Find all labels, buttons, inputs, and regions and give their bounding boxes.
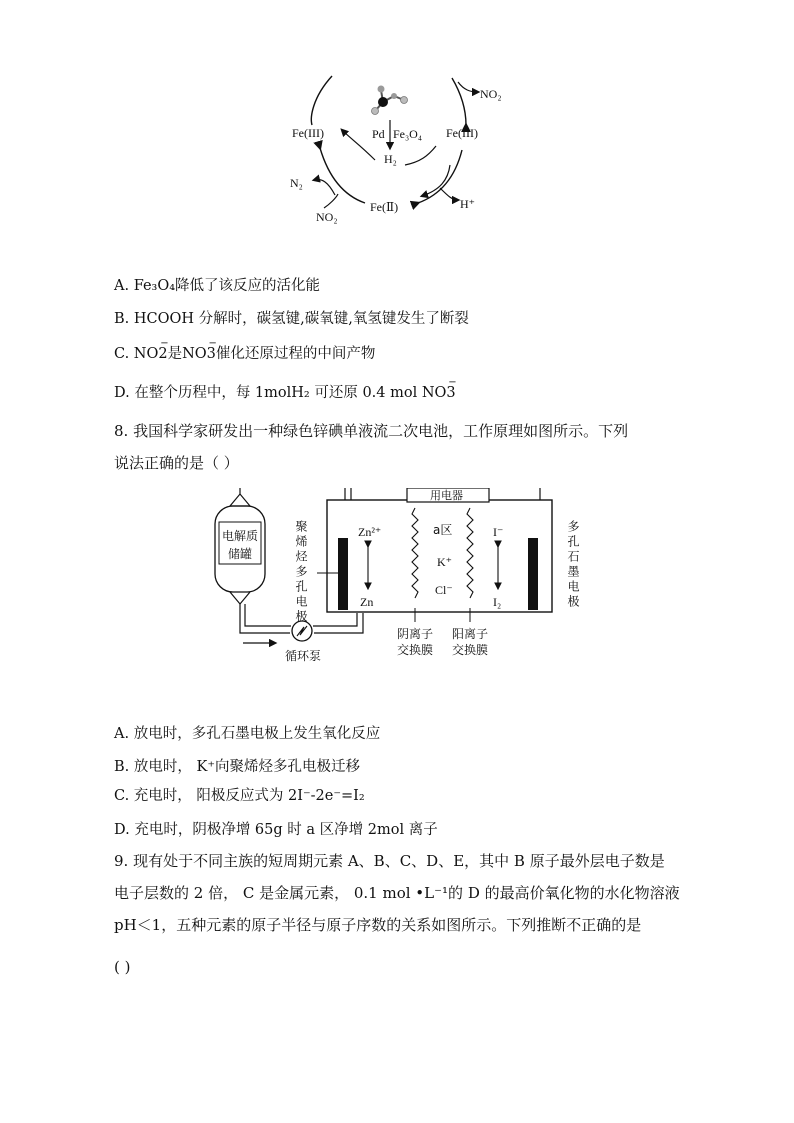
i2-label: I₂ xyxy=(493,595,502,609)
q7-option-a: A. Fe₃O₄降低了该反应的活化能 xyxy=(114,278,321,294)
nitrite-ion: NO2 − xyxy=(133,338,169,362)
left-electrode xyxy=(338,538,348,610)
q7-option-d-prefix: D. 在整个历程中，每 1molH₂ 可还原 0.4 mol xyxy=(114,385,422,401)
branch-no2-top xyxy=(458,82,478,92)
catalysis-cycle-diagram xyxy=(280,70,530,230)
label-fe3o4: Fe₃O₄ xyxy=(393,127,423,141)
anion-exchange-membrane xyxy=(412,508,418,598)
cycle-arc-bottom-left xyxy=(320,148,365,203)
i-minus-label: I⁻ xyxy=(493,525,504,539)
q9-line1: 9. 现有处于不同主族的短周期元素 A、B、C、D、E，其中 B 原子最外层电子数是 xyxy=(114,852,665,870)
cl-minus-label: Cl⁻ xyxy=(435,583,453,597)
q8-stem-line1: 8. 我国科学家研发出一种绿色锌碘单液流二次电池，工作原理如图所示。下列 xyxy=(114,422,629,440)
q7-option-c xyxy=(114,338,376,363)
appliance-label: 用电器 xyxy=(430,489,463,502)
q8-stem-line2: 说法正确的是（ ） xyxy=(114,454,239,472)
q9-line3: pH＜1，五种元素的原子半径与原子序数的关系如图所示。下列推断不正确的是 xyxy=(114,916,642,934)
q9-line2: 电子层数的 2 倍， C 是金属元素， 0.1 mol •L⁻¹的 D 的最高价氧化物的水化物溶液 xyxy=(114,884,680,902)
q7-option-c-mid: 是 xyxy=(167,346,183,362)
q9-line4: ( ) xyxy=(114,958,131,976)
anion-membrane-label-2: 交换膜 xyxy=(397,643,434,657)
right-electrode-label: 多孔石墨电极 xyxy=(566,520,580,610)
inner-arrow-fe2 xyxy=(422,165,450,196)
zn2-label: Zn²⁺ xyxy=(358,525,382,539)
branch-h-plus xyxy=(440,188,458,200)
label-fe3-left: Fe(III) xyxy=(292,126,324,140)
q7-option-b: B. HCOOH 分解时，碳氢键,碳氧键,氧氢键发生了断裂 xyxy=(114,311,469,327)
nitrate-ion: NO3 − xyxy=(182,338,217,362)
pump-label: 循环泵 xyxy=(285,649,322,663)
label-fe2: Fe(Ⅱ) xyxy=(370,200,399,214)
label-n2: N₂ xyxy=(290,176,303,190)
hcooh-molecule xyxy=(372,86,408,115)
cycle-arc-right xyxy=(452,78,466,125)
k-plus-label: K⁺ xyxy=(437,555,452,569)
branch-n2 xyxy=(314,180,335,195)
label-fe3-right: Fe(III) xyxy=(446,126,478,140)
q7-option-c-prefix: C. xyxy=(114,346,134,362)
zn-label: Zn xyxy=(360,595,374,609)
branch-no2-bottom xyxy=(324,194,338,208)
cation-exchange-membrane xyxy=(467,508,473,598)
label-h2: H₂ xyxy=(384,152,397,166)
label-h-plus: H⁺ xyxy=(460,197,475,211)
tank-label-2: 储罐 xyxy=(228,547,253,561)
label-no2-top: NO₂ xyxy=(480,87,502,101)
inner-arrow-right xyxy=(405,146,436,165)
q8-option-a: A. 放电时，多孔石墨电极上发生氧化反应 xyxy=(114,726,381,742)
q8-option-c: C. 充电时， 阳极反应式为 2I⁻-2e⁻=I₂ xyxy=(114,788,365,804)
label-no2-bottom: NO₂ xyxy=(316,210,338,224)
q8-option-d: D. 充电时，阴极净增 65g 时 a 区净增 2mol 离子 xyxy=(114,822,438,838)
nitrate-ion-d: NO3 − xyxy=(421,377,457,401)
cation-membrane-label-1: 阳离子 xyxy=(452,627,489,641)
tank-label-1: 电解质 xyxy=(222,529,259,543)
q7-option-c-suffix: 催化还原过程的中间产物 xyxy=(215,346,376,362)
anion-membrane-label-1: 阴离子 xyxy=(397,627,434,641)
inner-arrow-left xyxy=(342,130,375,160)
q8-option-b: B. 放电时， K⁺向聚烯烃多孔电极迁移 xyxy=(114,759,360,775)
right-electrode xyxy=(528,538,538,610)
q7-option-d xyxy=(114,377,457,402)
label-pd: Pd xyxy=(372,127,385,141)
cycle-arc-left xyxy=(311,76,332,125)
cation-membrane-label-2: 交换膜 xyxy=(452,643,489,657)
zinc-iodine-battery-diagram xyxy=(205,488,595,668)
region-a-label: a区 xyxy=(433,523,453,537)
left-electrode-label: 聚烯烃多孔电极 xyxy=(294,520,308,625)
